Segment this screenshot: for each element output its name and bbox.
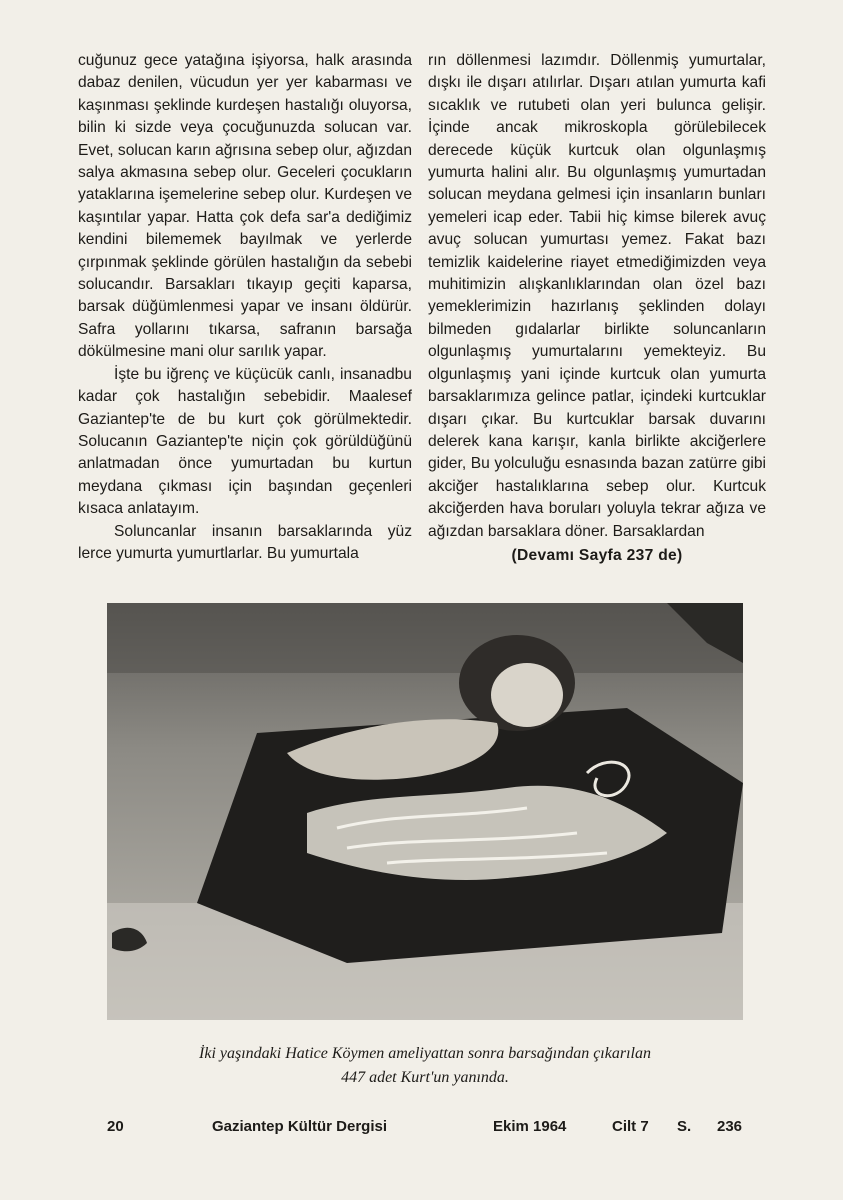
paragraph: İşte bu iğrenç ve küçücük canlı, insanadbu kadar çok hastalığın sebebidir. Maalesef Gaziantep'te de bu kurt çok görülmektedir. Solucanın Gaziantep'te niçin çok görüldüğünü anlatmadan önce yumurtadan bu kurtun meydana çıkması için başından geçenleri kısaca anlatayım. xyxy=(78,365,412,518)
paragraph: cuğunuz gece yatağına işiyorsa, halk arasında dabaz denilen, vücudun yer yer kabarması ve kaşınması şeklinde kurdeşen hastalığı oluyorsa, bilin ki sizde veya çocuğunuzda solucan var. Evet, solucan karın ağrısına sebep olur, ağızdan salya akmasına sebep olur. Geceleri çocukların yataklarına işemelerine sebep olur. Kurdeşen ve kaşıntılar yapar. Hatta çok defa sar'a dediğimiz kendini bilememek bayılmak ve yerlerde çırpınmak şeklinde görülen hastalığın da sebebi solucandır. Barsakları tıkayıp geçiti kaparsa, barsak düğümlenmesi yapar ve insanı öldürür. Safra yollarını tıkarsa, safranın barsağa dökülmesine mani olur sarılık yapar. xyxy=(78,52,412,361)
issue-label: S. xyxy=(677,1118,692,1135)
photo-caption xyxy=(100,1042,750,1090)
photograph xyxy=(107,603,743,1020)
volume-label: Cilt 7 xyxy=(612,1118,649,1135)
caption-line: İki yaşındaki Hatice Köymen ameliyattan sonra barsağından çıkarılan xyxy=(199,1045,651,1062)
paragraph: rın döllenmesi lazımdır. Döllenmiş yumurtalar, dışkı ile dışarı atılırlar. Dışarı atılan yumurta kafi sıcaklık ve rutubeti olan yeri bulunca gelişir. İçinde ancak mikroskopla görülebilecek derecede küçük kurtcuk olan olgunlaşmış yumurta halini alır. Bu olgunlaşmış yumurtadan solucan meydana gelmesi için insanların bunları yemeleri icap eder. Tabii hiç kimse bilerek avuç avuç solucan yumurtası yemez. Fakat bazı temizlik kaidelerine riayet etmediğimizden veya muhitimizin alışkanlıklarından olan özel bazı yemeklerimizin hazırlanış şeklinden dolayı bilmeden gıdalarlar birlikte soluncanların olgunlaşmış yumurtalarını yemekteyiz. Bu olgunlaşmış yani içinde kurtcuk olan yumurta barsaklarımıza gelince patlar, içindeki kurtcuklar dışarı çıkar. Bu kurtcuklar barsak duvarını delerek kana karışır, kanla birlikte akciğerlere gider, Bu yolculuğu esnasında bazan zatürre gibi akciğer hastalıklarına sebep olur. Kurtcuk akciğerden hava boruları yoluyla tekrar ağıza ve ağızdan barsaklara döner. Barsaklardan xyxy=(428,52,766,540)
magazine-title: Gaziantep Kültür Dergisi xyxy=(212,1118,388,1135)
left-column xyxy=(78,50,412,565)
photo-illustration xyxy=(107,603,743,1020)
caption-line: 447 adet Kurt'un yanında. xyxy=(341,1069,509,1086)
continued-note: (Devamı Sayfa 237 de) xyxy=(511,546,683,564)
issue-date: Ekim 1964 xyxy=(493,1118,567,1135)
page-number: 20 xyxy=(107,1118,124,1135)
paragraph: Soluncanlar insanın barsaklarında yüz lerce yumurta yumurtlarlar. Bu yumurtala xyxy=(78,522,412,562)
right-column xyxy=(428,50,766,567)
page-footer xyxy=(0,1118,843,1142)
issue-page-number: 236 xyxy=(717,1118,743,1135)
